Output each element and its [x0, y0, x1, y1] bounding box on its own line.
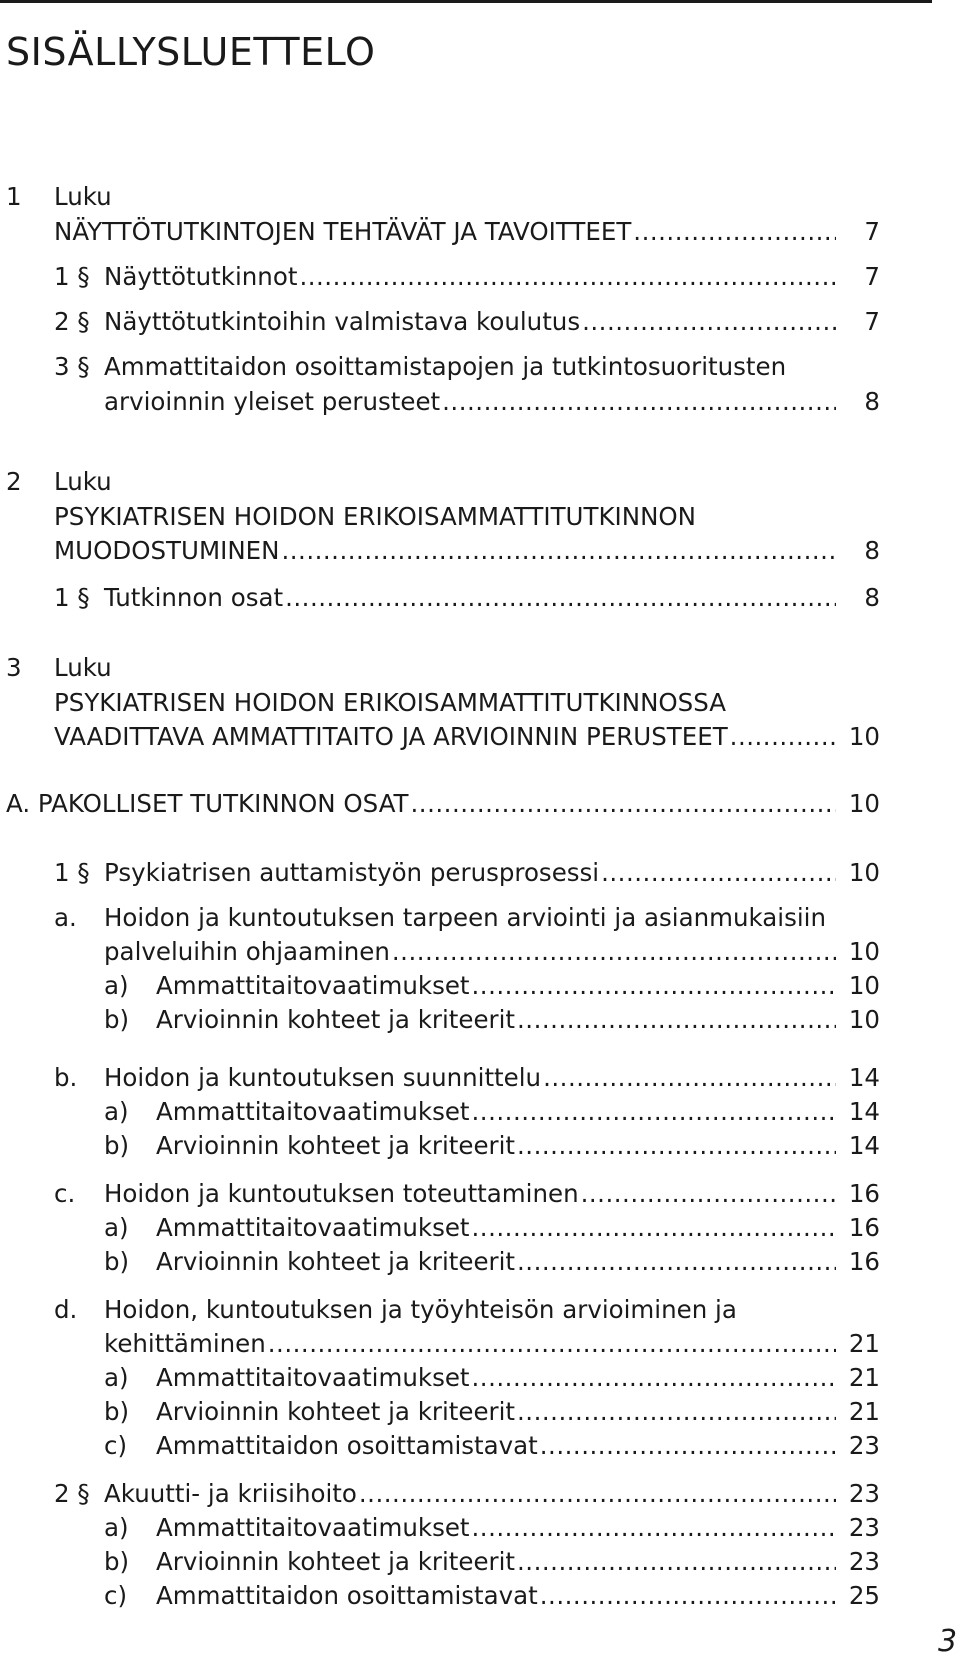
item-label: b): [104, 1397, 130, 1426]
leader-dots: [392, 936, 836, 968]
entry-page: 7: [864, 307, 880, 336]
entry-page: 10: [848, 937, 880, 966]
entry-text: Arvioinnin kohteet ja kriteerit: [156, 1397, 516, 1426]
leader-dots: [540, 1430, 836, 1462]
section-number: 1 §: [54, 583, 90, 612]
entry-text: Arvioinnin kohteet ja kriteerit: [156, 1131, 516, 1160]
toc-entry[interactable]: [104, 936, 880, 968]
entry-page: 16: [848, 1179, 880, 1208]
entry-text: Ammattitaitovaatimukset: [156, 1213, 470, 1242]
chapter-number: 1: [6, 182, 22, 211]
subsection-letter: b.: [54, 1063, 78, 1092]
leader-dots: [442, 386, 836, 418]
leader-dots: [517, 1130, 836, 1162]
leader-dots: [540, 1580, 836, 1612]
entry-text: Näyttötutkinnot: [104, 262, 298, 291]
toc-entry[interactable]: [104, 306, 880, 338]
subsection-letter: d.: [54, 1295, 78, 1324]
item-label: b): [104, 1005, 130, 1034]
leader-dots: [299, 261, 836, 293]
entry-text: Ammattitaidon osoittamistapojen ja tutkintosuoritusten: [104, 352, 787, 381]
toc-entry[interactable]: [156, 1004, 880, 1036]
toc-entry[interactable]: [104, 261, 880, 293]
page-title: SISÄLLYSLUETTELO: [6, 30, 376, 74]
section-number: 1 §: [54, 858, 90, 887]
entry-page: 8: [864, 583, 880, 612]
chapter-number: 3: [6, 653, 22, 682]
entry-text: Psykiatrisen auttamistyön perusprosessi: [104, 858, 600, 887]
toc-entry[interactable]: [54, 721, 880, 753]
subsection-letter: c.: [54, 1179, 76, 1208]
toc-entry[interactable]: [54, 535, 880, 567]
leader-dots: [411, 788, 836, 820]
entry-page: 7: [864, 262, 880, 291]
leader-dots: [268, 1328, 836, 1360]
entry-text: NÄYTTÖTUTKINTOJEN TEHTÄVÄT JA TAVOITTEET: [54, 217, 632, 246]
chapter-luku: Luku: [54, 182, 112, 211]
leader-dots: [472, 1212, 836, 1244]
leader-dots: [517, 1546, 836, 1578]
leader-dots: [517, 1004, 836, 1036]
entry-page: 16: [848, 1213, 880, 1242]
entry-text: palveluihin ohjaaminen: [104, 937, 390, 966]
toc-entry[interactable]: [156, 1246, 880, 1278]
item-label: b): [104, 1131, 130, 1160]
entry-page: 21: [848, 1363, 880, 1392]
entry-text: Ammattitaitovaatimukset: [156, 971, 470, 1000]
toc-entry[interactable]: [104, 582, 880, 614]
leader-dots: [543, 1062, 836, 1094]
toc-entry[interactable]: [104, 1062, 880, 1094]
section-number: 1 §: [54, 262, 90, 291]
item-label: c): [104, 1581, 128, 1610]
leader-dots: [472, 1512, 836, 1544]
toc-entry[interactable]: [156, 1362, 880, 1394]
toc-entry[interactable]: [156, 1430, 880, 1462]
leader-dots: [285, 582, 836, 614]
entry-page: 10: [848, 789, 880, 818]
section-number: 3 §: [54, 352, 90, 381]
item-label: a): [104, 1097, 129, 1126]
entry-page: 10: [848, 722, 880, 751]
toc-entry[interactable]: [104, 1478, 880, 1510]
subsection-letter: a.: [54, 903, 77, 932]
entry-page: 23: [848, 1513, 880, 1542]
toc-entry[interactable]: [156, 970, 880, 1002]
section-number: 2 §: [54, 1479, 90, 1508]
entry-page: 7: [864, 217, 880, 246]
entry-page: 8: [864, 536, 880, 565]
entry-text: PSYKIATRISEN HOIDON ERIKOISAMMATTITUTKINNON: [54, 502, 697, 531]
toc-entry[interactable]: [156, 1580, 880, 1612]
entry-text: Ammattitaitovaatimukset: [156, 1363, 470, 1392]
leader-dots: [581, 1178, 836, 1210]
entry-text: Arvioinnin kohteet ja kriteerit: [156, 1247, 516, 1276]
entry-page: 14: [848, 1097, 880, 1126]
toc-entry[interactable]: [104, 857, 880, 889]
toc-entry[interactable]: [156, 1130, 880, 1162]
entry-text: Ammattitaitovaatimukset: [156, 1097, 470, 1126]
chapter-luku: Luku: [54, 653, 112, 682]
leader-dots: [472, 1096, 836, 1128]
leader-dots: [472, 970, 836, 1002]
entry-text: Akuutti- ja kriisihoito: [104, 1479, 357, 1508]
entry-page: 23: [848, 1547, 880, 1576]
entry-text: Ammattitaitovaatimukset: [156, 1513, 470, 1542]
entry-page: 16: [848, 1247, 880, 1276]
entry-page: 23: [848, 1431, 880, 1460]
entry-text: A. PAKOLLISET TUTKINNON OSAT: [6, 789, 409, 818]
toc-entry[interactable]: [104, 1178, 880, 1210]
entry-text: kehittäminen: [104, 1329, 266, 1358]
item-label: a): [104, 1363, 129, 1392]
entry-text: Ammattitaidon osoittamistavat: [156, 1581, 538, 1610]
entry-text: Hoidon ja kuntoutuksen suunnittelu: [104, 1063, 542, 1092]
leader-dots: [472, 1362, 836, 1394]
entry-page: 25: [848, 1581, 880, 1610]
leader-dots: [730, 721, 836, 753]
leader-dots: [517, 1246, 836, 1278]
top-rule: [0, 0, 932, 3]
item-label: a): [104, 1213, 129, 1242]
entry-text: arvioinnin yleiset perusteet: [104, 387, 441, 416]
toc-entry[interactable]: [6, 788, 880, 820]
toc-entry[interactable]: [156, 1096, 880, 1128]
entry-page: 10: [848, 858, 880, 887]
item-label: b): [104, 1547, 130, 1576]
toc-entry[interactable]: [156, 1212, 880, 1244]
chapter-number: 2: [6, 467, 22, 496]
leader-dots: [359, 1478, 836, 1510]
entry-text: Arvioinnin kohteet ja kriteerit: [156, 1547, 516, 1576]
item-label: a): [104, 971, 129, 1000]
item-label: b): [104, 1247, 130, 1276]
entry-text: VAADITTAVA AMMATTITAITO JA ARVIOINNIN PERUSTEET: [54, 722, 728, 751]
entry-text: Tutkinnon osat: [104, 583, 284, 612]
leader-dots: [582, 306, 836, 338]
item-label: a): [104, 1513, 129, 1542]
toc-entry[interactable]: [104, 1328, 880, 1360]
leader-dots: [281, 535, 836, 567]
entry-page: 23: [848, 1479, 880, 1508]
toc-entry[interactable]: [156, 1546, 880, 1578]
section-number: 2 §: [54, 307, 90, 336]
leader-dots: [517, 1396, 836, 1428]
entry-text: MUODOSTUMINEN: [54, 536, 280, 565]
entry-text: Hoidon, kuntoutuksen ja työyhteisön arvioiminen ja: [104, 1295, 737, 1324]
page-number: 3: [938, 1624, 958, 1659]
entry-page: 21: [848, 1329, 880, 1358]
toc-entry[interactable]: [104, 386, 880, 418]
entry-text: Ammattitaidon osoittamistavat: [156, 1431, 538, 1460]
entry-text: Näyttötutkintoihin valmistava koulutus: [104, 307, 581, 336]
entry-page: 14: [848, 1063, 880, 1092]
entry-text: Arvioinnin kohteet ja kriteerit: [156, 1005, 516, 1034]
entry-page: 10: [848, 971, 880, 1000]
toc-entry[interactable]: [54, 216, 880, 248]
entry-text: PSYKIATRISEN HOIDON ERIKOISAMMATTITUTKINNOSSA: [54, 688, 727, 717]
entry-text: Hoidon ja kuntoutuksen tarpeen arviointi ja asianmukaisiin: [104, 903, 827, 932]
leader-dots: [633, 216, 836, 248]
leader-dots: [601, 857, 836, 889]
entry-page: 14: [848, 1131, 880, 1160]
entry-page: 8: [864, 387, 880, 416]
entry-text: Hoidon ja kuntoutuksen toteuttaminen: [104, 1179, 579, 1208]
entry-page: 21: [848, 1397, 880, 1426]
entry-page: 10: [848, 1005, 880, 1034]
item-label: c): [104, 1431, 128, 1460]
toc-entry[interactable]: [156, 1512, 880, 1544]
toc-entry[interactable]: [156, 1396, 880, 1428]
chapter-luku: Luku: [54, 467, 112, 496]
